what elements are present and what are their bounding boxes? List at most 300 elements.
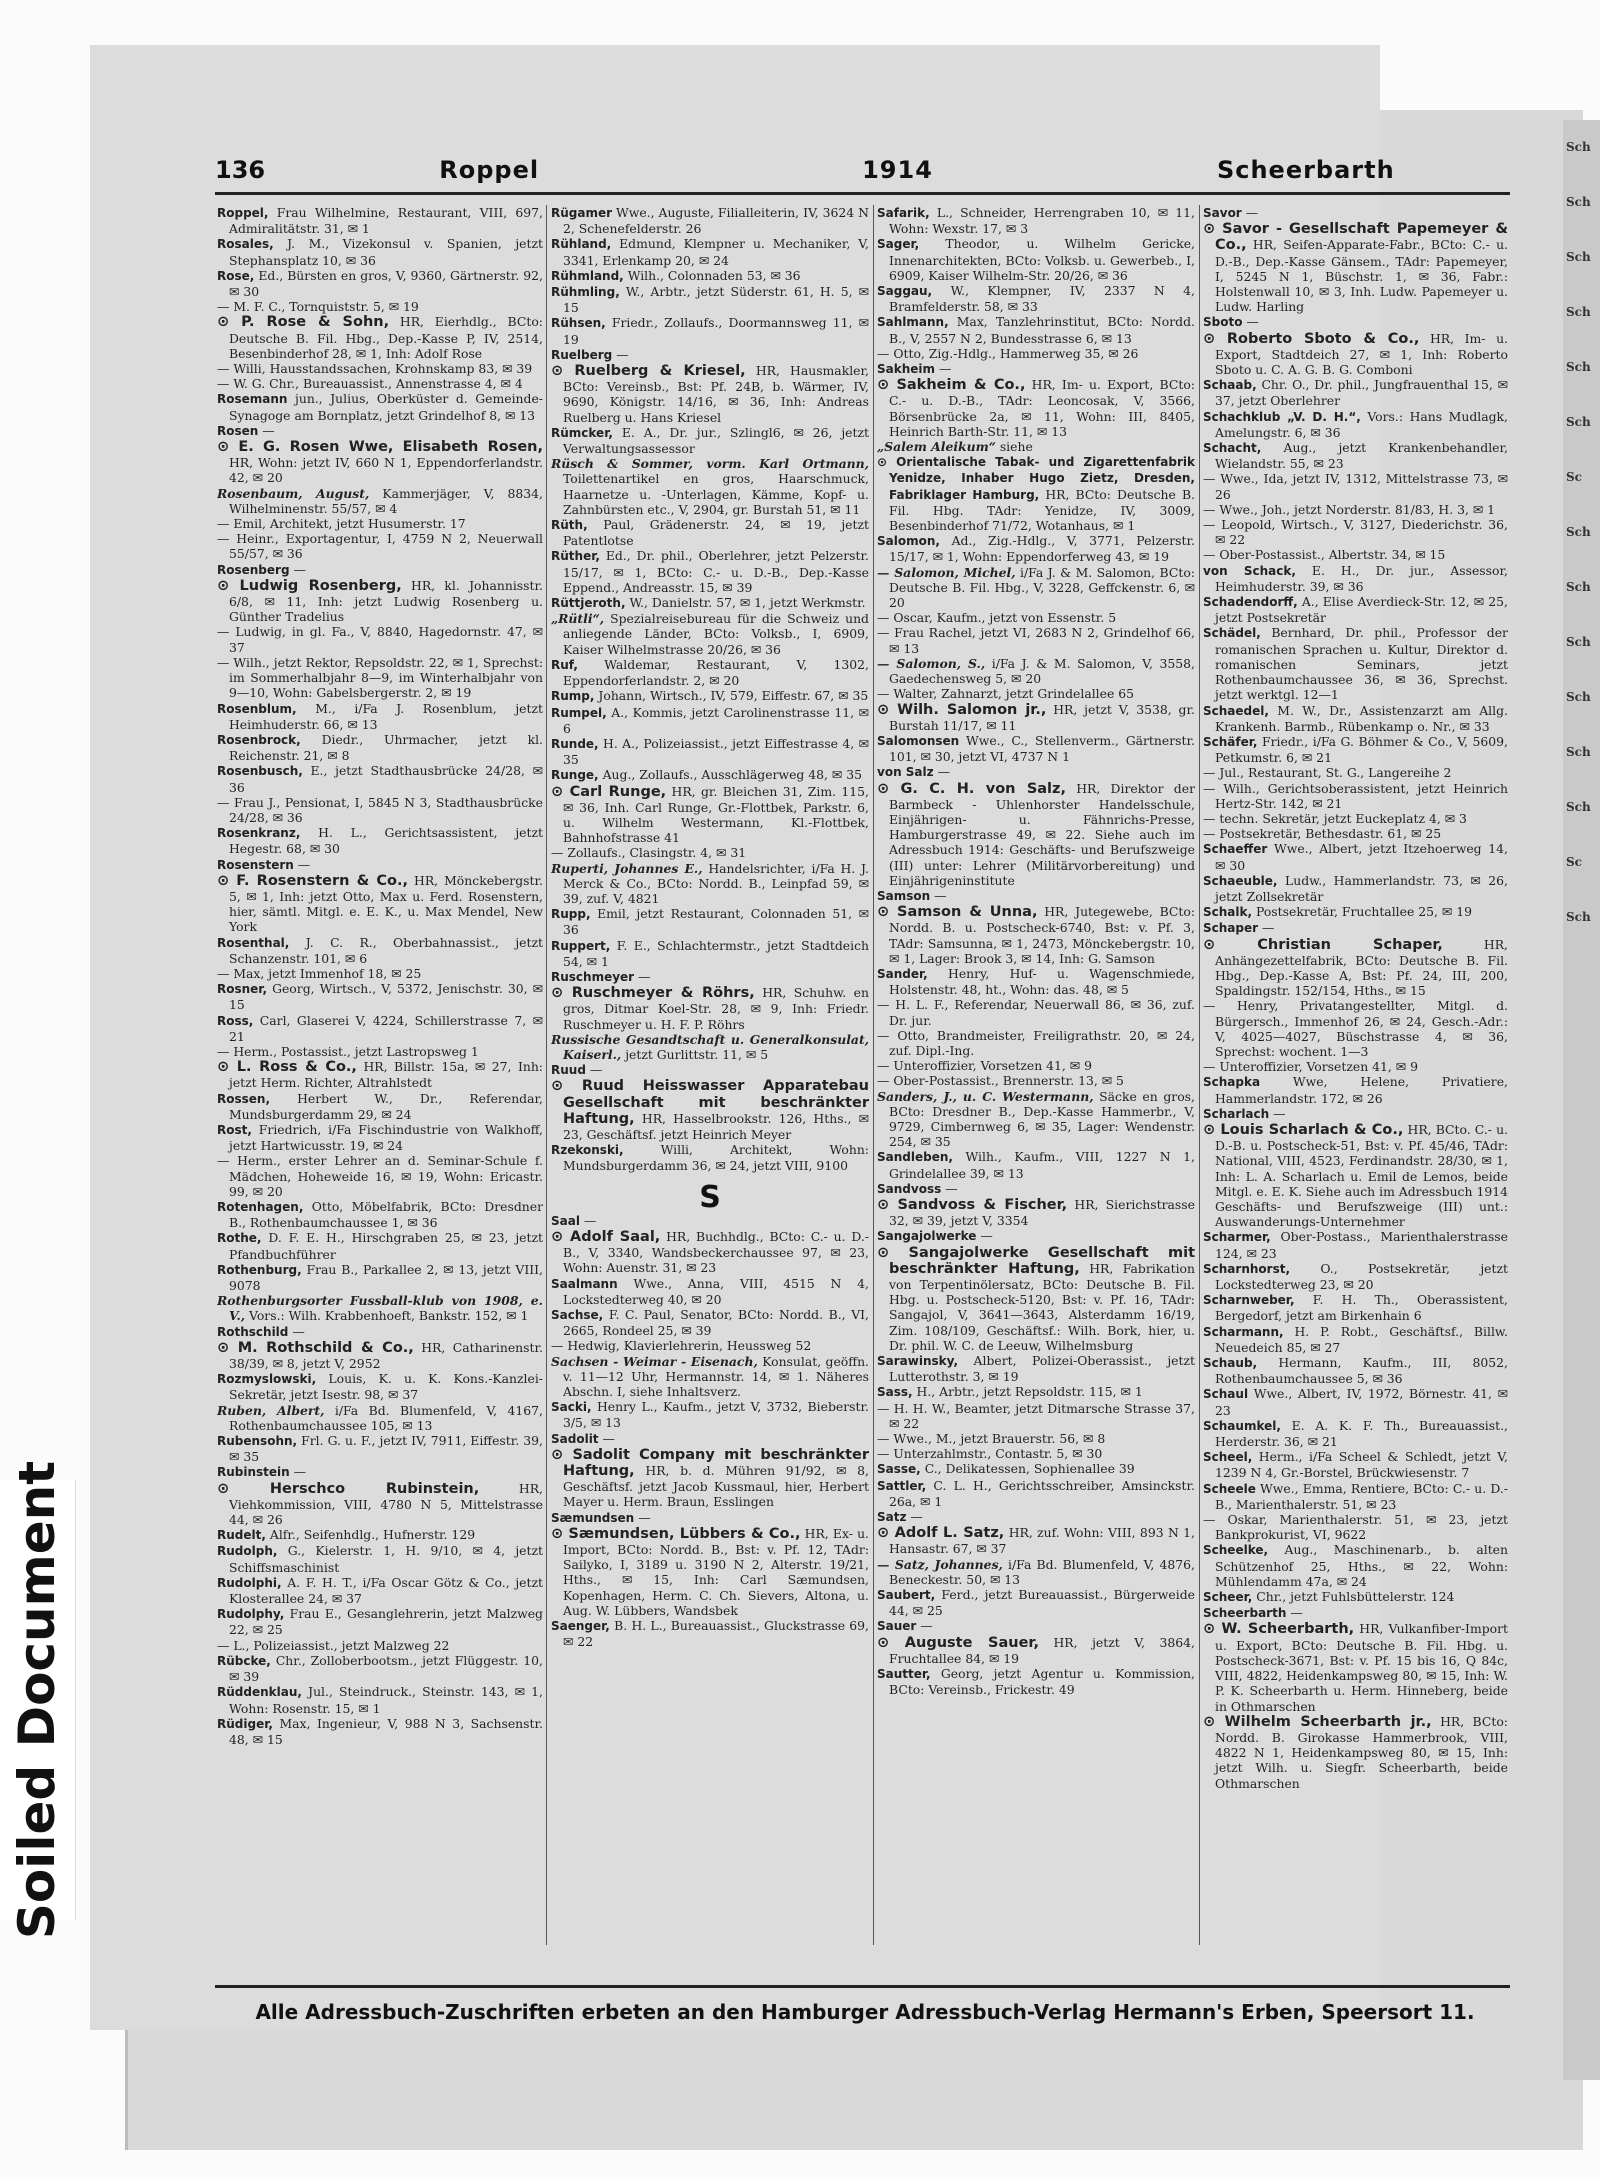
directory-entry	[551, 1307, 869, 1338]
column-divider	[1199, 205, 1200, 1945]
entry-details: HR, BCto: Deutsche B. Fil. Hbg. TAdr: Yenidze, IV, 3009, Besenbinderhof 71/72, Wotanhaus, ✉ 1	[889, 486, 1195, 534]
stamp-text: Soiled Document	[8, 1460, 66, 1940]
entry-details: A. F. H. T., i/Fa Oscar Götz & Co., jetzt Klosterallee 24, ✉ 37	[229, 1574, 543, 1607]
directory-entry	[551, 1354, 869, 1400]
directory-entry	[877, 1461, 1195, 1477]
entry-details: Friedr., Zollaufs., Doormannsweg 11, ✉ 19	[563, 315, 869, 347]
entry-name: Runde,	[551, 736, 599, 751]
column-1	[217, 205, 543, 1945]
directory-entry	[877, 1384, 1195, 1400]
directory-entry	[217, 516, 543, 531]
entry-details: Handelsrichter, i/Fa H. J. Merck & Co., BCto: Nordd. B., Leinpfad 59, ✉ 39, zuf. V, 4821	[563, 860, 869, 906]
entry-details: HR, b. d. Mühren 91/92, ✉ 8, Geschäftsf. jetzt Jacob Kussmaul, hier, Herbert Mayer u. Herm. Braun, Esslingen	[563, 1463, 869, 1510]
directory-entry	[217, 966, 543, 981]
entry-name: Schaub,	[1203, 1356, 1258, 1371]
directory-entry	[217, 1543, 543, 1574]
entry-details: E. H., Dr. jur., Assessor, Heimhuderstr. 39, ✉ 36	[1215, 562, 1508, 594]
entry-name: ⊙ Ludwig Rosenberg,	[217, 577, 402, 594]
directory-entry	[551, 548, 869, 595]
entry-details: Ober-Postass., Marienthalerstrasse 124, ✉ 23	[1215, 1229, 1508, 1261]
entry-name: ⊙ Sakheim & Co.,	[877, 377, 1026, 394]
entry-name: Sauer	[877, 1619, 917, 1634]
directory-entry	[877, 1618, 1195, 1634]
directory-entry	[1203, 1589, 1508, 1605]
directory-entry	[877, 888, 1195, 904]
entry-name: — Salomon, Michel,	[877, 564, 1016, 580]
entry-name: — Satz, Johannes,	[877, 1556, 1003, 1572]
directory-entry	[217, 361, 543, 376]
entry-details: —	[638, 968, 651, 984]
entry-details: — Otto, Brandmeister, Freiligrathstr. 20, ✉ 24, zuf. Dipl.-Ing.	[877, 1027, 1195, 1058]
entry-details: Ferd., jetzt Bureauassist., Bürgerweide 44, ✉ 25	[889, 1587, 1195, 1619]
entry-name: Rosner,	[217, 982, 268, 997]
entry-details: Chr. O., Dr. phil., Jungfrauenthal 15, ✉ 37, jetzt Oberlehrer	[1215, 377, 1508, 409]
directory-entry	[877, 454, 1195, 533]
entry-details: — H. H. W., Beamter, jetzt Ditmarsche Strasse 37, ✉ 22	[877, 1400, 1195, 1431]
entry-name: Rudelt,	[217, 1528, 266, 1543]
entry-details: Henry, Huf- u. Wagenschmiede, Holstenstr. 48, ht., Wohn: das. 48, ✉ 5	[889, 965, 1195, 998]
entry-name: ⊙ W. Scheerbarth,	[1203, 1621, 1355, 1638]
directory-entry	[877, 377, 1195, 439]
directory-entry	[877, 966, 1195, 997]
directory-entry	[551, 1062, 869, 1078]
entry-details: — Ludwig, in gl. Fa., V, 8840, Hagedornstr. 47, ✉ 37	[217, 624, 543, 655]
directory-entry	[877, 686, 1195, 701]
directory-entry	[1203, 1418, 1508, 1449]
entry-details: Hermann, Kaufm., III, 8052, Rothenbaumchaussee 5, ✉ 36	[1215, 1355, 1508, 1387]
entry-details: — Wilh., jetzt Rektor, Repsoldstr. 22, ✉ 1, Sprechst: im Sommerhalbjahr 8—9, im Winterhalbjahr von 9—10, Wohn: Gabelsbergerstr. 2, ✉ 19	[217, 654, 543, 701]
entry-details: Vors.: Wilh. Krabbenhoeft, Bankstr. 152, ✉ 1	[249, 1308, 529, 1324]
header-rule	[215, 192, 1510, 195]
directory-entry	[877, 1431, 1195, 1446]
entry-name: Rubinstein	[217, 1465, 290, 1480]
entry-name: Rost,	[217, 1122, 252, 1137]
entry-details: —	[1273, 1105, 1286, 1121]
entry-name: ⊙ G. C. H. von Salz,	[877, 780, 1066, 797]
entry-details: — Otto, Zig.-Hdlg., Hammerweg 35, ✉ 26	[877, 345, 1139, 361]
facing-page-fragment: Sc	[1566, 855, 1582, 869]
entry-details: Friedr., i/Fa G. Böhmer & Co., V, 5609, Petkumstr. 6, ✉ 21	[1215, 733, 1508, 766]
entry-name: Ruperti, Johannes E.,	[551, 860, 703, 876]
directory-entry	[217, 1684, 543, 1715]
entry-name: Sadolit	[551, 1431, 599, 1446]
entry-details: M. W., Dr., Assistenzarzt am Allg. Krankenh. Barmb., Rübenkamp o. Nr., ✉ 33	[1215, 702, 1508, 734]
entry-details: Wilh., Kaufm., VIII, 1227 N 1, Grindelallee 39, ✉ 13	[889, 1149, 1195, 1181]
entry-name: Sandleben,	[877, 1150, 953, 1165]
entry-details: E., jetzt Stadthausbrücke 24/28, ✉ 36	[229, 763, 543, 795]
entry-details: — Zollaufs., Clasingstr. 4, ✉ 31	[551, 845, 747, 861]
entry-details: —	[262, 422, 275, 438]
entry-name: Rosenberg	[217, 562, 290, 577]
directory-entry	[877, 702, 1195, 733]
entry-name: ⊙ E. G. Rosen Wwe, Elisabeth Rosen,	[217, 439, 543, 456]
entry-details: HR, Wohn: jetzt IV, 660 N 1, Eppendorferlandstr. 42, ✉ 20	[229, 455, 543, 486]
entry-details: Willi, Architekt, Wohn: Mundsburgerdamm 36, ✉ 24, jetzt VIII, 9100	[563, 1142, 869, 1174]
entry-name: Schäfer,	[1203, 734, 1258, 749]
directory-entry	[1203, 1355, 1508, 1386]
directory-entry	[217, 1481, 543, 1528]
directory-entry	[877, 565, 1195, 611]
entry-name: Schaeffer	[1203, 842, 1268, 857]
entry-details: HR, kl. Johannisstr. 6/8, ✉ 11, Inh: jetzt Ludwig Rosenberg u. Günther Tradelius	[229, 577, 543, 625]
directory-entry	[217, 314, 543, 361]
entry-name: Rumpel,	[551, 705, 607, 720]
directory-entry	[1203, 331, 1508, 378]
entry-details: Bernhard, Dr. phil., Professor der romanischen Sprachen u. Kultur, Direktor d. romanischen Seminars, jetzt Rothenbaumchaussee 36, ✉ 36, Sprechst. jetzt werktgl. 12—1	[1215, 625, 1508, 703]
page-number: 136	[215, 156, 266, 184]
entry-details: Paul, Grädenerstr. 24, ✉ 19, jetzt Patentlotse	[563, 517, 869, 549]
entry-details: Max, Ingenieur, V, 988 N 3, Sachsenstr. 48, ✉ 15	[229, 1715, 543, 1747]
entry-name: Rüttjeroth,	[551, 596, 626, 611]
directory-entry	[1203, 734, 1508, 765]
directory-entry	[1203, 1621, 1508, 1713]
directory-entry	[551, 657, 869, 688]
entry-details: Konsulat, geöffn. v. 11—12 Uhr, Hermannstr. 14, ✉ 1. Näheres Abschn. I, siehe Inhaltsverz.	[563, 1353, 869, 1400]
entry-details: L., Schneider, Herrengraben 10, ✉ 11, Wohn: Wexstr. 17, ✉ 3	[889, 205, 1195, 237]
entry-name: Rupp,	[551, 907, 591, 922]
entry-name: Schachklub „V. D. H.“,	[1203, 409, 1361, 424]
directory-entry	[217, 1638, 543, 1653]
entry-details: Edmund, Klempner u. Mechaniker, V, 3341, Erlenkamp 20, ✉ 24	[563, 236, 869, 268]
facing-page-fragment: Sch	[1566, 250, 1591, 264]
entry-details: Frau E., Gesanglehrerin, jetzt Malzweg 22, ✉ 25	[229, 1606, 543, 1638]
directory-entry	[551, 705, 869, 736]
entry-name: Safarik,	[877, 206, 930, 220]
entry-name: Satz	[877, 1510, 907, 1525]
entry-name: Rose,	[217, 268, 255, 283]
entry-details: HR, BCto: Nordd. B. Girokasse Hammerbrook, VIII, 4822 N 1, Heidenkampsweg 80, ✉ 15, Inh: jetzt Wilh. u. Siegfr. Scheerbarth, beide Othmarschen	[1215, 1713, 1508, 1791]
entry-name: Savor	[1203, 206, 1242, 220]
entry-details: Wwe., Anna, VIII, 4515 N 4, Lockstedterweg 40, ✉ 20	[563, 1275, 869, 1307]
entry-name: Rudolphi,	[217, 1575, 282, 1590]
entry-details: — L., Polizeiassist., jetzt Malzweg 22	[217, 1637, 450, 1653]
entry-details: Herm., i/Fa Scheel & Schledt, jetzt V, 1239 N 4, Gr.-Borstel, Brückwiesenstr. 7	[1215, 1449, 1508, 1481]
directory-entry	[217, 1340, 543, 1371]
directory-entry	[551, 1526, 869, 1618]
column-2	[551, 205, 869, 1945]
entry-name: Salomonsen	[877, 733, 960, 748]
entry-name: Saalmann	[551, 1276, 618, 1291]
header-year: 1914	[862, 156, 933, 184]
entry-name: ⊙ F. Rosenstern & Co.,	[217, 872, 408, 889]
entry-details: Henry L., Kaufm., jetzt V, 3732, Bieberstr. 3/5, ✉ 13	[563, 1399, 869, 1431]
entry-details: F. E., Schlachtermstr., jetzt Stadtdeich 54, ✉ 1	[563, 937, 869, 969]
directory-entry	[1203, 781, 1508, 811]
directory-entry	[551, 236, 869, 267]
directory-entry	[1203, 1074, 1508, 1105]
entry-details: — Henry, Privatangestellter, Mitgl. d. Bürgersch., Immenhof 26, ✉ 24, Gesch.-Adr.: V, 4025—4027, Büschstrasse 4, ✉ 36, Sprechst: wochent. 1—3	[1203, 998, 1508, 1059]
entry-details: F. H. Th., Oberassistent, Bergedorf, jetzt am Birkenhain 6	[1215, 1292, 1508, 1324]
directory-entry	[551, 1213, 869, 1229]
entry-details: — techn. Sekretär, jetzt Euckeplatz 4, ✉ 3	[1203, 810, 1467, 826]
entry-details: Wilh., Colonnaden 53, ✉ 36	[627, 267, 801, 283]
entry-details: HR, Catharinenstr. 38/39, ✉ 8, jetzt V, 2952	[229, 1339, 543, 1372]
directory-entry	[1203, 1122, 1508, 1229]
entry-details: —	[293, 561, 306, 577]
entry-name: ⊙ Ruelberg & Kriesel,	[551, 363, 746, 380]
directory-entry	[1203, 1106, 1508, 1122]
entry-details: — Walter, Zahnarzt, jetzt Grindelallee 65	[877, 686, 1135, 702]
directory-entry	[1203, 765, 1508, 780]
directory-entry	[877, 610, 1195, 625]
column-divider	[546, 205, 547, 1945]
entry-name: ⊙ Adolf Saal,	[551, 1229, 661, 1245]
directory-entry	[217, 299, 543, 314]
directory-entry	[551, 205, 869, 236]
facing-page-fragment: Sch	[1566, 140, 1591, 154]
directory-entry	[877, 1525, 1195, 1556]
entry-details: —	[934, 887, 947, 903]
entry-name: Rühland,	[551, 237, 612, 252]
directory-entry	[551, 268, 869, 284]
entry-name: „Salem Aleikum“	[877, 439, 996, 455]
directory-entry	[217, 486, 543, 516]
entry-details: Frl. G. u. F., jetzt IV, 7911, Eiffestr. 39, ✉ 35	[229, 1433, 543, 1465]
entry-details: —	[910, 1509, 923, 1525]
entry-name: Schädel,	[1203, 626, 1261, 641]
directory-entry	[877, 1181, 1195, 1197]
entry-details: — M. F. C., Tornquiststr. 5, ✉ 19	[217, 299, 419, 315]
directory-entry	[217, 439, 543, 486]
facing-page-fragment: Sch	[1566, 635, 1591, 649]
directory-entry	[217, 205, 543, 236]
entry-details: — Willi, Hausstandssachen, Krohnskamp 83, ✉ 39	[217, 361, 533, 377]
directory-entry	[217, 236, 543, 267]
directory-entry	[877, 1635, 1195, 1666]
directory-entry	[217, 1527, 543, 1543]
directory-entry	[551, 1229, 869, 1276]
directory-entry	[217, 1403, 543, 1433]
directory-entry	[877, 314, 1195, 345]
directory-entry	[551, 1338, 869, 1353]
entry-name: ⊙ Carl Runge,	[551, 783, 667, 800]
directory-entry	[1203, 409, 1508, 440]
entry-details: HR, Seifen-Apparate-Fabr., BCto: C.- u. D.-B., Dep.-Kasse Gänsem., TAdr: Papemeyer, I, 5245 N 1, Büschstr. 1, ✉ 36, Fabr.: Holstenwall 10, ✉ 3, Inh. Ludw. Papemeyer u. Ludw. Harling	[1215, 237, 1508, 315]
entry-details: H., Arbtr., jetzt Repsoldstr. 115, ✉ 1	[916, 1384, 1143, 1400]
entry-details: W., Arbtr., jetzt Süderstr. 61, H. 5, ✉ 15	[563, 284, 869, 316]
directory-entry	[551, 1431, 869, 1447]
entry-name: Schaeuble,	[1203, 873, 1278, 888]
entry-name: Rosenblum,	[217, 701, 297, 716]
facing-page-fragment: Sch	[1566, 690, 1591, 704]
entry-name: Rothenburg,	[217, 1262, 302, 1277]
directory-entry	[217, 391, 543, 422]
directory-entry	[551, 1032, 869, 1062]
directory-entry	[877, 1197, 1195, 1228]
directory-entry	[877, 1028, 1195, 1058]
entry-details: — Unterzahlmstr., Contastr. 5, ✉ 30	[877, 1446, 1103, 1462]
entry-details: HR, Schuhw. en gros, Ditmar Koel-Str. 28, ✉ 9, Inh: Friedr. Ruschmeyer u. H. F. P. Röhrs	[563, 985, 869, 1032]
directory-entry	[217, 268, 543, 299]
footer-rule	[215, 1985, 1510, 1988]
entry-details: HR, Fabrikation von Terpentinölersatz, BCto: Deutsche B. Fil. Hbg. u. Postscheck-5120, Bst: v. Pf. 16, TAdr: Sangajol, V, 3641—3643, Alsterdamm 16/19, Zim. 108/109, Geschäftsf.: Wilh. Bork, hier, u. Dr. phil. W. C. de Leeuw, Wilhelmsburg	[889, 1260, 1195, 1353]
directory-entry	[217, 1153, 543, 1199]
directory-entry	[1203, 1229, 1508, 1260]
entry-name: Schadendorff,	[1203, 595, 1298, 610]
directory-entry	[1203, 563, 1508, 594]
entry-details: — Oscar, Kaufm., jetzt von Essenstr. 5	[877, 610, 1117, 626]
entry-name: Rudolph,	[217, 1544, 278, 1559]
facing-page-fragment: Sch	[1566, 360, 1591, 374]
entry-name: Saggau,	[877, 284, 933, 299]
entry-name: Schaumkel,	[1203, 1418, 1281, 1433]
entry-name: „Rütli“,	[551, 611, 605, 627]
entry-name: Rüth,	[551, 518, 588, 533]
directory-entry	[217, 732, 543, 763]
directory-entry	[877, 904, 1195, 966]
entry-name: ⊙ Ruschmeyer & Röhrs,	[551, 985, 755, 1002]
directory-entry	[877, 1446, 1195, 1461]
entry-details: Carl, Glaserei V, 4224, Schillerstrasse 7, ✉ 21	[229, 1012, 543, 1044]
entry-name: Sass,	[877, 1385, 913, 1400]
entry-details: Wwe., Albert, jetzt Itzehoerweg 14, ✉ 30	[1215, 841, 1508, 873]
entry-details: — Wwe., Joh., jetzt Norderstr. 81/83, H. 3, ✉ 1	[1203, 501, 1496, 517]
entry-name: Sakheim	[877, 362, 936, 377]
entry-details: Vors.: Hans Mudlagk, Amelungstr. 6, ✉ 36	[1215, 408, 1508, 440]
entry-details: Frau Wilhelmine, Restaurant, VIII, 697, Admiralitätstr. 31, ✉ 1	[229, 205, 543, 237]
entry-details: Aug., Zollaufs., Ausschlägerweg 48, ✉ 35	[602, 767, 863, 783]
entry-details: —	[602, 1430, 615, 1446]
entry-name: Rotenhagen,	[217, 1200, 304, 1214]
entry-name: Rümcker,	[551, 425, 613, 440]
entry-name: Samson	[877, 888, 931, 903]
entry-details: —	[589, 1062, 603, 1078]
directory-entry	[217, 423, 543, 439]
entry-name: Scharnhorst,	[1203, 1261, 1290, 1276]
entry-details: Wwe., Auguste, Filialleiterin, IV, 3624 N 2, Schenefelderstr. 26	[563, 205, 869, 237]
directory-entry	[217, 1606, 543, 1637]
entry-name: ⊙ Sadolit Company mit beschränkter Haftung,	[551, 1446, 869, 1480]
entry-name: Rothenburgsorter Fussball-klub von 1908, e. V.,	[217, 1293, 543, 1324]
entry-details: — Herm., Postassist., jetzt Lastropsweg 1	[217, 1043, 479, 1059]
directory-entry	[1203, 920, 1508, 936]
entry-details: Friedrich, i/Fa Fischindustrie von Walkhoff, jetzt Hartwicusstr. 19, ✉ 24	[229, 1121, 543, 1154]
entry-details: — Oskar, Marienthalerstr. 51, ✉ 23, jetzt Bankprokurist, VI, 9622	[1203, 1512, 1508, 1543]
entry-details: Johann, Wirtsch., IV, 579, Eiffestr. 67, ✉ 35	[598, 688, 869, 704]
entry-name: Sander,	[877, 966, 928, 981]
directory-entry	[217, 1230, 543, 1261]
directory-entry	[551, 1618, 869, 1649]
entry-details: —	[1246, 314, 1259, 330]
entry-details: H. P. Robt., Geschäftsf., Billw. Neuedeich 85, ✉ 27	[1215, 1323, 1508, 1355]
directory-entry	[1203, 221, 1508, 314]
facing-page-fragment: Sch	[1566, 195, 1591, 209]
directory-entry	[551, 284, 869, 315]
directory-entry	[877, 1666, 1195, 1697]
entry-details: — Frau Rachel, jetzt VI, 2683 N 2, Grindelhof 66, ✉ 13	[877, 625, 1195, 656]
directory-entry	[877, 361, 1195, 377]
entry-details: H. A., Polizeiassist., jetzt Eiffestrasse 4, ✉ 35	[563, 735, 869, 768]
directory-entry	[551, 425, 869, 456]
entry-details: —	[938, 361, 952, 377]
directory-entry	[551, 688, 869, 704]
entry-name: Rozmyslowski,	[217, 1372, 317, 1387]
directory-entry	[877, 1058, 1195, 1073]
directory-entry	[1203, 841, 1508, 872]
directory-entry	[877, 781, 1195, 888]
entry-name: ⊙ Samson & Unna,	[877, 904, 1038, 921]
entry-name: Sattler,	[877, 1478, 927, 1493]
entry-details: —	[297, 856, 311, 872]
facing-page-fragment: Sch	[1566, 580, 1591, 594]
entry-details: HR, Viehkommission, VIII, 4780 N 5, Mittelstrasse 44, ✉ 26	[229, 1480, 543, 1528]
entry-name: Rudolphy,	[217, 1607, 285, 1622]
entry-name: Rosenbrock,	[217, 732, 301, 747]
directory-entry	[877, 1509, 1195, 1525]
entry-name: ⊙ Sandvoss & Fischer,	[877, 1197, 1068, 1213]
entry-details: J. C. R., Oberbahnassist., jetzt Schanzenstr. 101, ✉ 6	[229, 934, 543, 966]
facing-page-fragment: Sch	[1566, 800, 1591, 814]
entry-name: Rothschild	[217, 1324, 289, 1339]
entry-name: Sager,	[877, 237, 920, 252]
facing-page-fragment: Sch	[1566, 415, 1591, 429]
directory-entry	[877, 1073, 1195, 1088]
entry-name: Ross,	[217, 1013, 254, 1028]
directory-entry	[1203, 594, 1508, 625]
directory-entry	[1203, 547, 1508, 562]
entry-name: Ruelberg	[551, 347, 613, 362]
entry-details: — Emil, Architekt, jetzt Husumerstr. 17	[217, 516, 466, 532]
directory-entry	[1203, 937, 1508, 999]
directory-entry	[551, 1142, 869, 1173]
entry-details: C. L. H., Gerichtsschreiber, Amsinckstr. 26a, ✉ 1	[889, 1477, 1195, 1509]
entry-name: ⊙ L. Ross & Co.,	[217, 1059, 357, 1076]
entry-name: Scheelke,	[1203, 1543, 1269, 1558]
facing-page-fragment: Sch	[1566, 305, 1591, 319]
entry-name: Rump,	[551, 689, 595, 704]
directory-entry	[217, 562, 543, 578]
entry-details: i/Fa Bd. Blumenfeld, V, 4876, Beneckestr. 50, ✉ 13	[889, 1556, 1195, 1587]
directory-entry	[217, 701, 543, 732]
directory-entry	[877, 533, 1195, 564]
entry-name: ⊙ Roberto Sboto & Co.,	[1203, 330, 1420, 347]
directory-entry	[551, 767, 869, 783]
entry-name: Schalk,	[1203, 905, 1253, 920]
entry-details: Säcke en gros, BCto: Dresdner B., Dep.-Kasse Hammerbr., V, 9729, Cimbernweg 6, ✉ 35, Lager: Wendenstr. 254, ✉ 35	[889, 1088, 1195, 1150]
entry-details: A., Elise Averdieck-Str. 12, ✉ 25, jetzt Postsekretär	[1215, 594, 1508, 626]
directory-entry	[1203, 1386, 1508, 1417]
directory-entry	[217, 624, 543, 654]
entry-details: jetzt Gurlittstr. 11, ✉ 5	[625, 1046, 769, 1062]
entry-details: Georg, jetzt Agentur u. Kommission, BCto: Vereinsb., Frickestr. 49	[889, 1666, 1195, 1698]
directory-entry	[1203, 377, 1508, 408]
directory-entry	[217, 655, 543, 701]
entry-name: ⊙ Savor - Gesellschaft Papemeyer & Co.,	[1203, 221, 1508, 254]
directory-entry	[1203, 440, 1508, 471]
entry-name: Schaedel,	[1203, 703, 1269, 718]
entry-details: Otto, Möbelfabrik, BCto: Dresdner B., Rothenbaumchaussee 1, ✉ 36	[229, 1199, 543, 1231]
directory-entry	[877, 1089, 1195, 1150]
directory-entry	[1203, 471, 1508, 501]
entry-name: Ruben, Albert,	[217, 1402, 325, 1418]
entry-name: Sahlmann,	[877, 315, 949, 330]
page-footer: Alle Adressbuch-Zuschriften erbeten an den Hamburger Adressbuch-Verlag Hermann's Erben, Speersort 11.	[255, 2000, 1475, 2024]
directory-entry	[1203, 998, 1508, 1059]
entry-details: Wwe., C., Stellenverm., Gärtnerstr. 101, ✉ 30, jetzt VI, 4737 N 1	[889, 732, 1195, 765]
entry-name: Sangajolwerke	[877, 1229, 977, 1244]
entry-details: O., Postsekretär, jetzt Lockstedterweg 23, ✉ 20	[1215, 1260, 1508, 1293]
entry-name: ⊙ Auguste Sauer,	[877, 1634, 1039, 1651]
directory-entry	[877, 1478, 1195, 1509]
directory-entry	[217, 531, 543, 561]
directory-entry	[217, 795, 543, 825]
entry-name: ⊙ Ruud Heisswasser Apparatebau Gesellschaft mit beschränkter Haftung,	[551, 1078, 869, 1127]
directory-entry	[551, 1447, 869, 1510]
directory-entry	[551, 1510, 869, 1526]
entry-name: Russische Gesandtschaft u. Generalkonsulat, Kaiserl.,	[551, 1031, 869, 1062]
directory-entry	[551, 861, 869, 907]
entry-name: Rüddenklau,	[217, 1685, 302, 1700]
